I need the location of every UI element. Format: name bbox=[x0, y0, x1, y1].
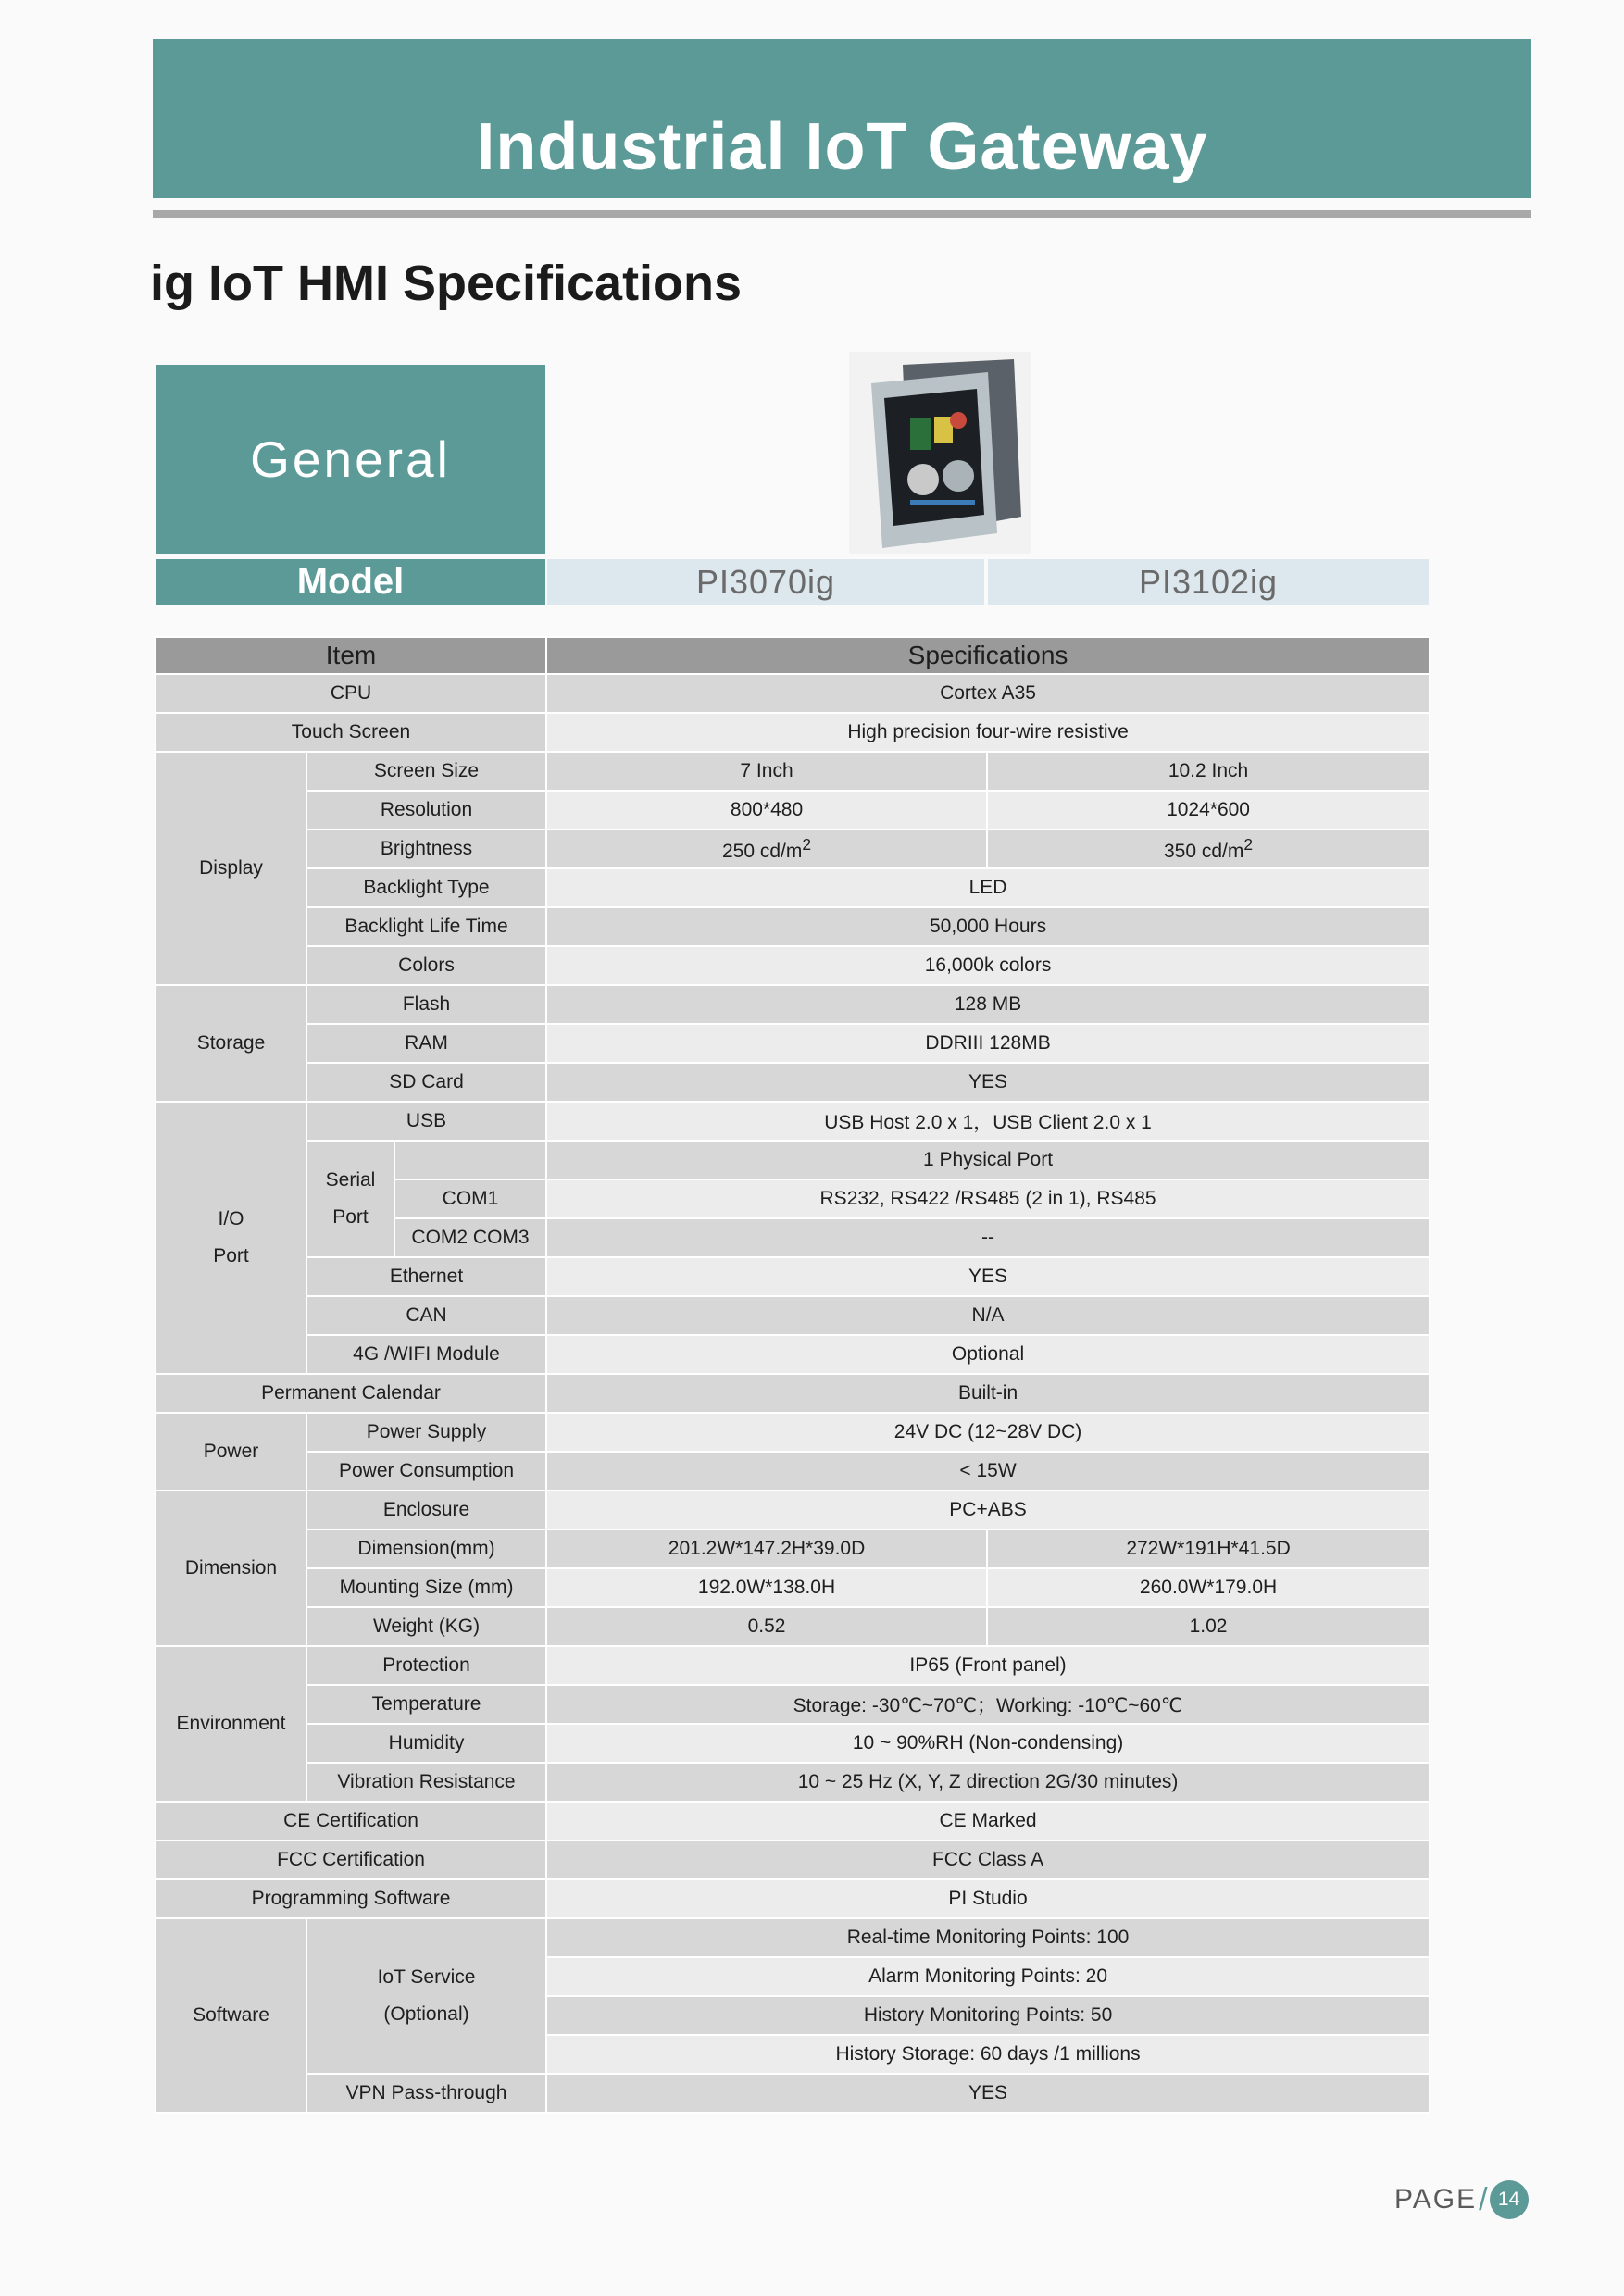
row-label-vpn: VPN Pass-through bbox=[306, 2074, 546, 2113]
row-label-brightness: Brightness bbox=[306, 830, 546, 868]
row-value-cpu: Cortex A35 bbox=[546, 674, 1430, 713]
model-pi3070ig: PI3070ig bbox=[547, 559, 984, 605]
row-label-ce: CE Certification bbox=[156, 1802, 546, 1841]
brightness-a-text: 250 cd/m bbox=[721, 841, 803, 862]
row-value-flash: 128 MB bbox=[546, 985, 1430, 1024]
row-value-sd-card: YES bbox=[546, 1063, 1430, 1102]
row-label-fcc: FCC Certification bbox=[156, 1841, 546, 1879]
row-value-fcc: FCC Class A bbox=[546, 1841, 1430, 1879]
row-value-programming: PI Studio bbox=[546, 1879, 1430, 1918]
row-value-dimension-b: 272W*191H*41.5D bbox=[987, 1529, 1430, 1568]
row-value-realtime: Real-time Monitoring Points: 100 bbox=[546, 1918, 1430, 1957]
row-value-touch: High precision four-wire resistive bbox=[546, 713, 1430, 752]
row-value-com2-com3: -- bbox=[546, 1218, 1430, 1257]
group-serial-port bbox=[306, 1141, 394, 1257]
row-value-calendar: Built-in bbox=[546, 1374, 1430, 1413]
general-label: General bbox=[156, 365, 545, 554]
row-value-wifi: Optional bbox=[546, 1335, 1430, 1374]
row-label-humidity: Humidity bbox=[306, 1724, 546, 1763]
group-io-port bbox=[156, 1102, 306, 1374]
row-label-backlight-life: Backlight Life Time bbox=[306, 907, 546, 946]
row-value-ethernet: YES bbox=[546, 1257, 1430, 1296]
row-label-resolution: Resolution bbox=[306, 791, 546, 830]
row-value-ce: CE Marked bbox=[546, 1802, 1430, 1841]
group-io-line1: I/O bbox=[218, 1208, 244, 1230]
row-value-alarm: Alarm Monitoring Points: 20 bbox=[546, 1957, 1430, 1996]
row-label-enclosure: Enclosure bbox=[306, 1491, 546, 1529]
row-value-mounting-b: 260.0W*179.0H bbox=[987, 1568, 1430, 1607]
row-label-power-consumption: Power Consumption bbox=[306, 1452, 546, 1491]
page-number bbox=[1394, 2180, 1529, 2219]
header-title: Industrial IoT Gateway bbox=[476, 110, 1208, 184]
row-label-com1: COM1 bbox=[394, 1179, 546, 1218]
page-slash: / bbox=[1479, 2181, 1488, 2217]
row-label-mounting-size: Mounting Size (mm) bbox=[306, 1568, 546, 1607]
row-value-power-supply: 24V DC (12~28V DC) bbox=[546, 1413, 1430, 1452]
product-image bbox=[849, 352, 1031, 554]
row-label-sd-card: SD Card bbox=[306, 1063, 546, 1102]
row-value-ram: DDRIII 128MB bbox=[546, 1024, 1430, 1063]
row-value-com1: RS232, RS422 /RS485 (2 in 1), RS485 bbox=[546, 1179, 1430, 1218]
row-label-touch: Touch Screen bbox=[156, 713, 546, 752]
row-value-backlight-life: 50,000 Hours bbox=[546, 907, 1430, 946]
brightness-a-sup: 2 bbox=[802, 835, 812, 854]
row-value-colors: 16,000k colors bbox=[546, 946, 1430, 985]
group-power: Power bbox=[156, 1413, 306, 1491]
row-label-weight: Weight (KG) bbox=[306, 1607, 546, 1646]
row-value-mounting-a: 192.0W*138.0H bbox=[546, 1568, 987, 1607]
spec-table bbox=[155, 636, 1430, 2114]
row-label-programming: Programming Software bbox=[156, 1879, 546, 1918]
group-environment: Environment bbox=[156, 1646, 306, 1802]
row-value-humidity: 10 ~ 90%RH (Non-condensing) bbox=[546, 1724, 1430, 1763]
row-value-weight-a: 0.52 bbox=[546, 1607, 987, 1646]
row-value-serial-physical: 1 Physical Port bbox=[546, 1141, 1430, 1179]
group-io-line2: Port bbox=[213, 1245, 249, 1267]
row-label-vibration: Vibration Resistance bbox=[306, 1763, 546, 1802]
iot-service-line2: (Optional) bbox=[383, 2003, 469, 2025]
serial-line1: Serial bbox=[325, 1169, 376, 1192]
group-iot-service bbox=[306, 1918, 546, 2074]
group-display: Display bbox=[156, 752, 306, 985]
row-label-calendar: Permanent Calendar bbox=[156, 1374, 546, 1413]
row-label-ram: RAM bbox=[306, 1024, 546, 1063]
header-divider bbox=[153, 210, 1531, 218]
row-label-com2-com3: COM2 COM3 bbox=[394, 1218, 546, 1257]
row-label-serial-blank bbox=[394, 1141, 546, 1179]
page-label: PAGE bbox=[1394, 2184, 1478, 2215]
group-software: Software bbox=[156, 1918, 306, 2113]
group-storage: Storage bbox=[156, 985, 306, 1102]
page-number-badge: 14 bbox=[1490, 2180, 1529, 2219]
row-label-usb: USB bbox=[306, 1102, 546, 1141]
serial-line2: Port bbox=[332, 1206, 369, 1228]
row-value-usb: USB Host 2.0 x 1，USB Client 2.0 x 1 bbox=[546, 1102, 1430, 1141]
row-value-power-consumption: < 15W bbox=[546, 1452, 1430, 1491]
row-label-protection: Protection bbox=[306, 1646, 546, 1685]
row-value-vibration: 10 ~ 25 Hz (X, Y, Z direction 2G/30 minutes) bbox=[546, 1763, 1430, 1802]
row-label-dimension: Dimension(mm) bbox=[306, 1529, 546, 1568]
row-value-enclosure: PC+ABS bbox=[546, 1491, 1430, 1529]
header-banner bbox=[153, 39, 1531, 198]
row-label-flash: Flash bbox=[306, 985, 546, 1024]
row-value-protection: IP65 (Front panel) bbox=[546, 1646, 1430, 1685]
row-value-temperature: Storage: -30℃~70℃；Working: -10℃~60℃ bbox=[546, 1685, 1430, 1724]
brightness-b-text: 350 cd/m bbox=[1163, 841, 1244, 862]
brightness-b-sup: 2 bbox=[1243, 835, 1254, 854]
row-value-history-storage: History Storage: 60 days /1 millions bbox=[546, 2035, 1430, 2074]
row-value-weight-b: 1.02 bbox=[987, 1607, 1430, 1646]
row-label-screen-size: Screen Size bbox=[306, 752, 546, 791]
row-value-brightness-b bbox=[987, 830, 1430, 868]
row-label-can: CAN bbox=[306, 1296, 546, 1335]
col-header-spec: Specifications bbox=[546, 637, 1430, 674]
row-label-temperature: Temperature bbox=[306, 1685, 546, 1724]
row-label-ethernet: Ethernet bbox=[306, 1257, 546, 1296]
model-label: Model bbox=[156, 559, 545, 605]
row-value-dimension-a: 201.2W*147.2H*39.0D bbox=[546, 1529, 987, 1568]
row-value-backlight-type: LED bbox=[546, 868, 1430, 907]
row-label-colors: Colors bbox=[306, 946, 546, 985]
row-value-vpn: YES bbox=[546, 2074, 1430, 2113]
row-value-screen-size-b: 10.2 Inch bbox=[987, 752, 1430, 791]
row-label-power-supply: Power Supply bbox=[306, 1413, 546, 1452]
row-value-brightness-a bbox=[546, 830, 987, 868]
row-value-resolution-a: 800*480 bbox=[546, 791, 987, 830]
group-dimension: Dimension bbox=[156, 1491, 306, 1646]
row-label-backlight-type: Backlight Type bbox=[306, 868, 546, 907]
row-value-can: N/A bbox=[546, 1296, 1430, 1335]
section-title: ig IoT HMI Specifications bbox=[150, 256, 743, 311]
col-header-item: Item bbox=[156, 637, 546, 674]
model-pi3102ig: PI3102ig bbox=[988, 559, 1429, 605]
row-value-history-points: History Monitoring Points: 50 bbox=[546, 1996, 1430, 2035]
iot-service-line1: IoT Service bbox=[377, 1966, 476, 1989]
row-value-resolution-b: 1024*600 bbox=[987, 791, 1430, 830]
row-value-screen-size-a: 7 Inch bbox=[546, 752, 987, 791]
row-label-wifi: 4G /WIFI Module bbox=[306, 1335, 546, 1374]
row-label-cpu: CPU bbox=[156, 674, 546, 713]
